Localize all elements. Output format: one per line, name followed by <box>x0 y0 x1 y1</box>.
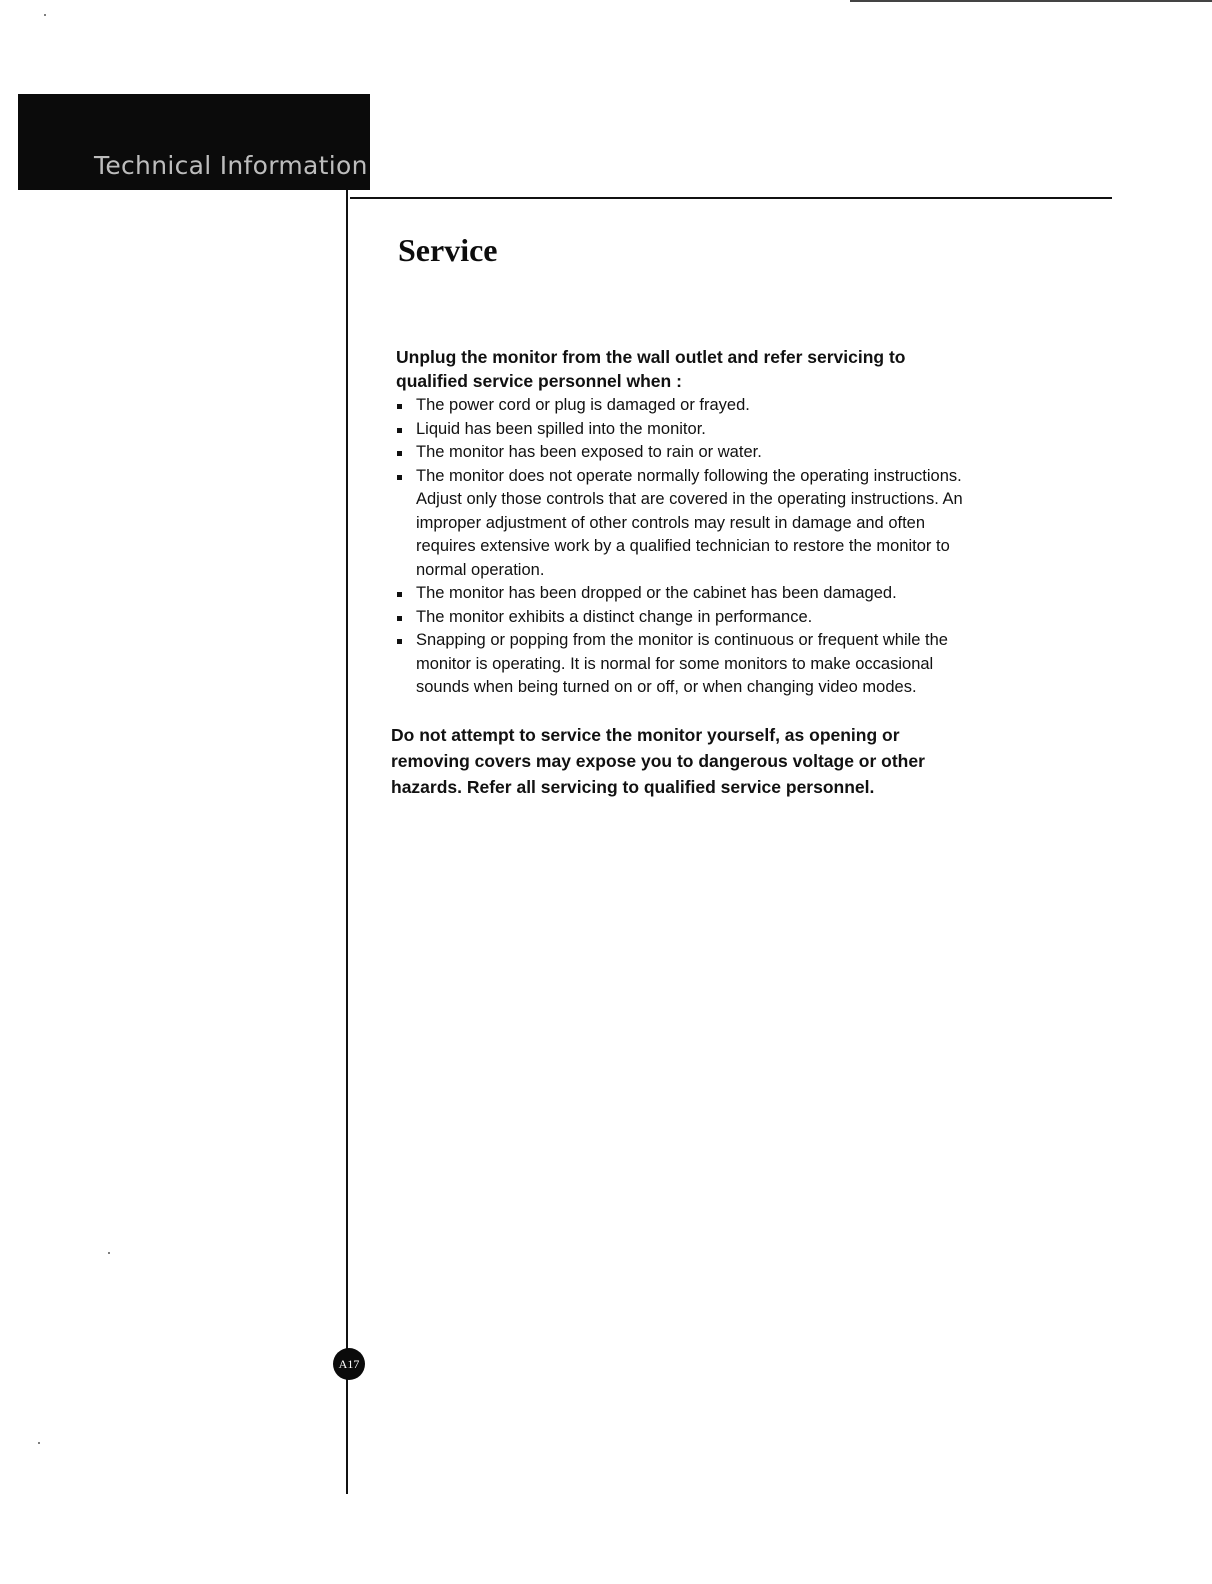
warning-paragraph: Do not attempt to service the monitor yourself, as opening or removing covers may expose you to dangerous voltage or other hazards. Refer all servicing to qualified service personnel. <box>391 724 925 797</box>
intro-paragraph: Unplug the monitor from the wall outlet and refer servicing to qualified service personnel when : <box>396 347 906 391</box>
square-bullet-icon <box>397 451 402 456</box>
list-item-text: The monitor exhibits a distinct change in performance. <box>416 607 813 626</box>
scan-speck <box>108 1252 110 1254</box>
scan-speck <box>44 14 46 16</box>
list-item <box>396 465 976 583</box>
square-bullet-icon <box>397 639 402 644</box>
list-item-text: The monitor does not operate normally following the operating instructions. Adjust only those controls that are covered in the operating instructions. An improper adjustment of other controls may result in damage and often requires extensive work by a qualified technician to restore the monitor to normal operation. <box>416 466 963 579</box>
page-title: Service <box>398 232 498 268</box>
list-item <box>396 418 976 442</box>
list-item-text: The monitor has been exposed to rain or water. <box>416 443 762 461</box>
list-item-text: The power cord or plug is damaged or frayed. <box>416 396 750 414</box>
square-bullet-icon <box>397 428 402 433</box>
list-item <box>396 394 976 418</box>
list-item <box>396 606 976 630</box>
square-bullet-icon <box>397 475 402 480</box>
list-item <box>396 629 976 700</box>
square-bullet-icon <box>397 616 402 621</box>
service-content <box>391 345 976 800</box>
list-item <box>396 441 976 465</box>
scan-speck <box>38 1442 40 1444</box>
list-item-text: The monitor has been dropped or the cabinet has been damaged. <box>416 584 897 602</box>
page-number-badge: A17 <box>333 1348 365 1380</box>
top-edge-rule <box>850 0 1212 2</box>
square-bullet-icon <box>397 592 402 597</box>
header-rule <box>350 197 1112 199</box>
list-item-text: Liquid has been spilled into the monitor. <box>416 419 706 438</box>
service-conditions-list <box>396 394 976 700</box>
section-banner <box>18 94 370 190</box>
list-item-text: Snapping or popping from the monitor is continuous or frequent while the monitor is operating. It is normal for some monitors to make occasional sounds when being turned on or off, or when changing video modes. <box>416 631 948 696</box>
list-item <box>396 582 976 606</box>
section-label: Technical Information <box>94 151 368 180</box>
square-bullet-icon <box>397 404 402 409</box>
margin-rule <box>346 190 348 1494</box>
